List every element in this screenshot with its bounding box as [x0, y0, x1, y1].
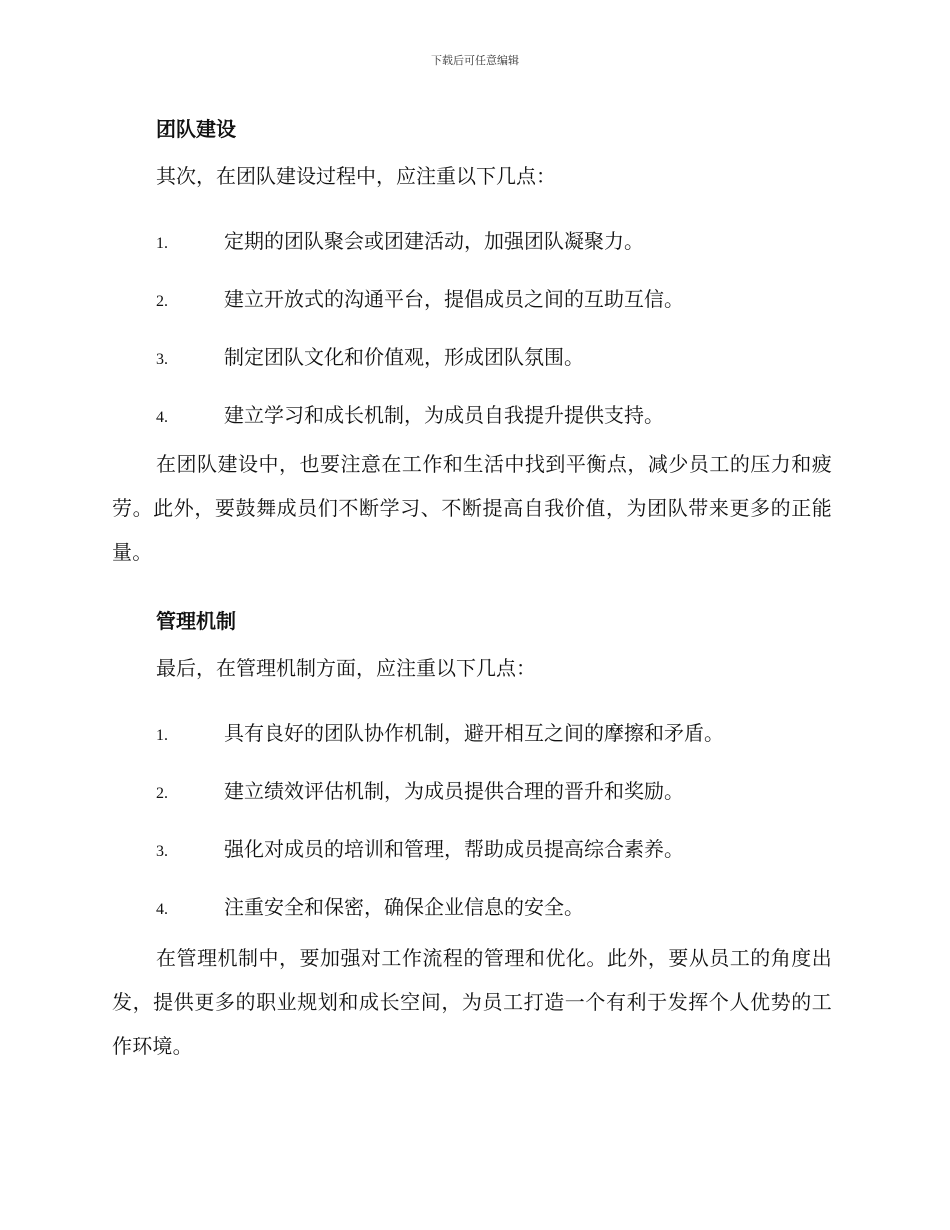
list-text: 注重安全和保密，确保企业信息的安全。 — [224, 895, 584, 919]
list-number: 1. — [156, 727, 168, 744]
list-item — [112, 878, 832, 936]
numbered-list — [112, 212, 832, 444]
list-item — [112, 762, 832, 820]
list-number: 3. — [156, 843, 168, 860]
section-heading: 团队建设 — [156, 117, 236, 141]
list-text: 具有良好的团队协作机制，避开相互之间的摩擦和矛盾。 — [224, 721, 724, 745]
section-paragraph: 在管理机制中，要加强对工作流程的管理和优化。此外，要从员工的角度出发，提供更多的职业规划和成长空间，为员工打造一个有利于发挥个人优势的工作环境。 — [112, 946, 832, 1058]
list-text: 建立开放式的沟通平台，提倡成员之间的互助互信。 — [224, 287, 684, 311]
list-number: 4. — [156, 409, 168, 426]
list-text: 建立学习和成长机制，为成员自我提升提供支持。 — [224, 403, 664, 427]
list-number: 3. — [156, 351, 168, 368]
numbered-list — [112, 704, 832, 936]
list-item — [112, 704, 832, 762]
list-item — [112, 386, 832, 444]
list-item — [112, 212, 832, 270]
list-item — [112, 328, 832, 386]
section-paragraph: 在团队建设中，也要注意在工作和生活中找到平衡点，减少员工的压力和疲劳。此外，要鼓舞成员们不断学习、不断提高自我价值，为团队带来更多的正能量。 — [112, 452, 832, 564]
section-management — [112, 602, 832, 1068]
page-header: 下载后可任意编辑 — [431, 54, 519, 67]
list-item — [112, 270, 832, 328]
list-text: 强化对成员的培训和管理，帮助成员提高综合素养。 — [224, 837, 684, 861]
list-number: 2. — [156, 293, 168, 310]
list-number: 4. — [156, 901, 168, 918]
section-intro: 最后，在管理机制方面，应注重以下几点： — [156, 656, 536, 680]
list-text: 制定团队文化和价值观，形成团队氛围。 — [224, 345, 584, 369]
list-text: 建立绩效评估机制，为成员提供合理的晋升和奖励。 — [224, 779, 684, 803]
list-number: 2. — [156, 785, 168, 802]
list-number: 1. — [156, 235, 168, 252]
list-item — [112, 820, 832, 878]
section-team-building — [112, 110, 832, 574]
section-intro: 其次，在团队建设过程中，应注重以下几点： — [156, 164, 556, 188]
document-body — [112, 110, 832, 1068]
list-text: 定期的团队聚会或团建活动，加强团队凝聚力。 — [224, 229, 644, 253]
section-heading: 管理机制 — [156, 609, 236, 633]
